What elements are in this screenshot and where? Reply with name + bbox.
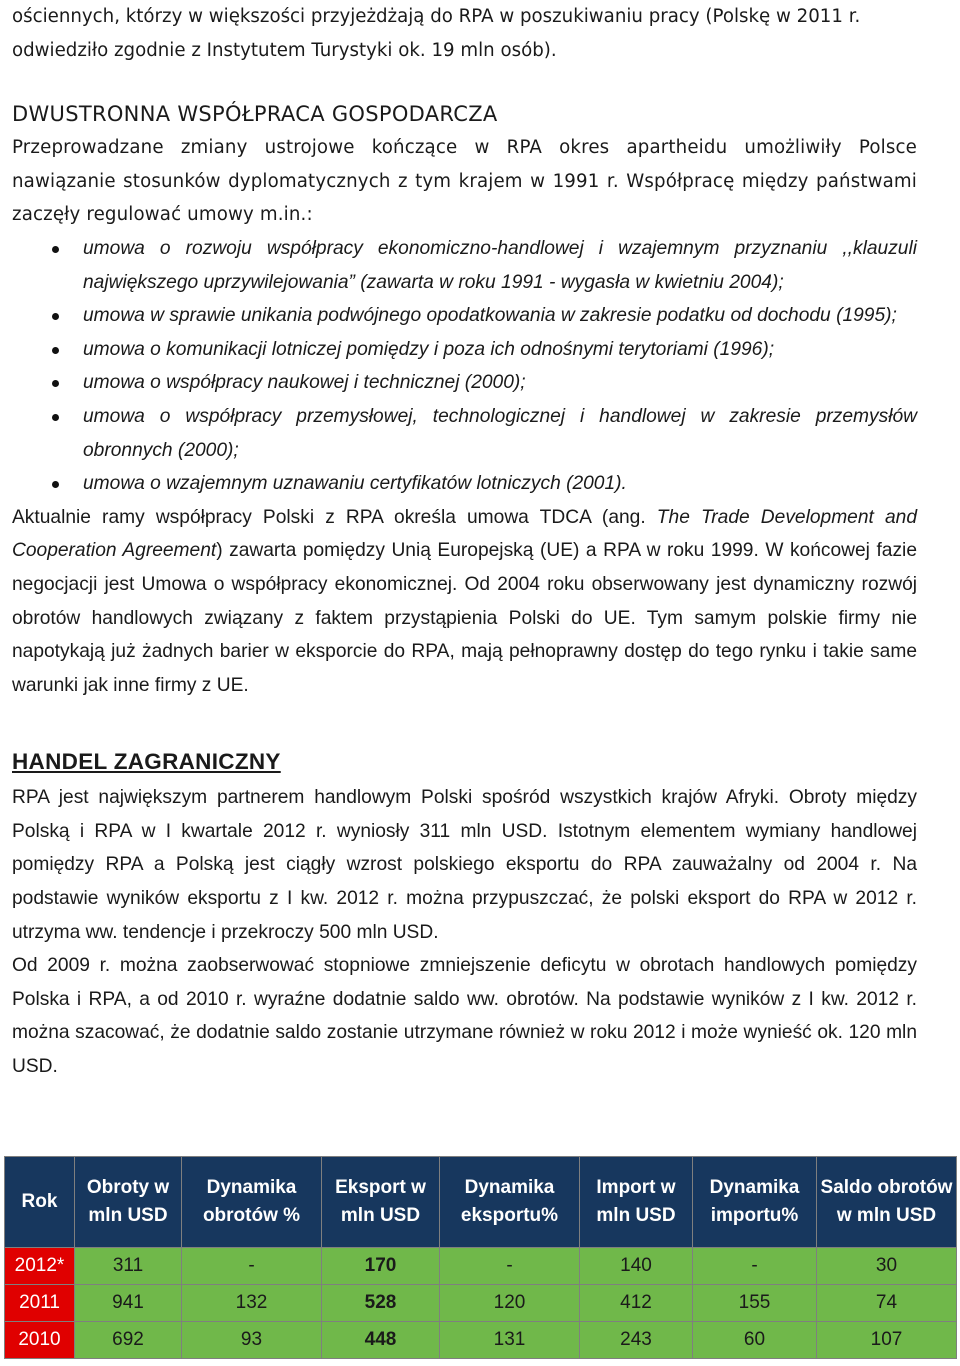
list-item: umowa w sprawie unikania podwójnego opodatkowania w zakresie podatku od dochodu (1995);	[12, 299, 917, 333]
section-heading-cooperation: DWUSTRONNA WSPÓŁPRACA GOSPODARCZA	[12, 102, 498, 127]
table-cell: 941	[75, 1285, 182, 1322]
agreements-list	[12, 232, 917, 501]
table-cell: 412	[580, 1285, 693, 1322]
table-cell: 170	[322, 1248, 440, 1285]
trade-paragraph-2: Od 2009 r. można zaobserwować stopniowe zmniejszenie deficytu w obrotach handlowych pomiędzy Polska i RPA, a od 2010 r. wyraźne dodatnie saldo ww. obrotów. Na podstawie wyników z I kw. 2012 r. można szacować, że dodatnie saldo zostanie utrzymane również w roku 2012 i może wynieść ok. 120 mln USD.	[12, 955, 917, 1078]
table-cell: 243	[580, 1322, 693, 1359]
year-cell: 2010	[5, 1322, 75, 1359]
framework-text-before: Aktualnie ramy współpracy Polski z RPA określa umowa TDCA (ang.	[12, 506, 657, 528]
table-cell: 120	[440, 1285, 580, 1322]
table-cell: 140	[580, 1248, 693, 1285]
table-cell: 155	[693, 1285, 817, 1322]
table-cell: -	[693, 1248, 817, 1285]
column-header: Dynamika obrotów %	[182, 1157, 322, 1248]
framework-text-after: ) zawarta pomiędzy Unią Europejską (UE) a RPA w roku 1999. W końcowej fazie negocjacji jest Umowa o współpracy ekonomicznej. Od 2004 roku obserwowany jest dynamiczny rozwój obrotów handlowych związany z faktem przystąpienia Polski do UE. Tym samym polskie firmy nie napotykają już żadnych barier w eksporcie do RPA, mają pełnoprawny dostęp do tego rynku i takie same warunki jak inne firmy z UE.	[12, 540, 917, 696]
document-page	[12, 0, 917, 1084]
column-header: Saldo obrotów w mln USD	[817, 1157, 957, 1248]
intro-line-2: odwiedziło zgodnie z Instytutem Turystyki ok. 19 mln osób).	[12, 39, 557, 61]
intro-line-1: ościennych, którzy w większości przyjeżdżają do RPA w poszukiwaniu pracy (Polskę w 2011 r.	[12, 6, 861, 27]
table-cell: 132	[182, 1285, 322, 1322]
framework-paragraph	[12, 501, 917, 703]
section-heading-trade: HANDEL ZAGRANICZNY	[12, 749, 281, 775]
column-header: Dynamika importu%	[693, 1157, 817, 1248]
framework-agreement-name: The Trade Development and Cooperation Agreement	[12, 506, 917, 562]
column-header: Rok	[5, 1157, 75, 1248]
table-cell: 93	[182, 1322, 322, 1359]
table-cell: 528	[322, 1285, 440, 1322]
table-cell: 107	[817, 1322, 957, 1359]
column-header: Import w mln USD	[580, 1157, 693, 1248]
trade-paragraph-1: RPA jest największym partnerem handlowym Polski spośród wszystkich krajów Afryki. Obroty między Polską i RPA w I kwartale 2012 r. wyniosły 311 mln USD. Istotnym elementem wymiany handlowej pomiędzy RPA a Polską jest ciągły wzrost polskiego eksportu do RPA zauważalny od 2004 r. Na podstawie wyników eksportu z I kw. 2012 r. można przypuszczać, że polski eksport do RPA w 2012 r. utrzyma ww. tendencje i przekroczy 500 mln USD.	[12, 787, 917, 943]
trade-table	[4, 1156, 957, 1359]
column-header: Dynamika eksportu%	[440, 1157, 580, 1248]
table-cell: -	[182, 1248, 322, 1285]
table-cell: 30	[817, 1248, 957, 1285]
table-cell: -	[440, 1248, 580, 1285]
list-item: umowa o współpracy naukowej i technicznej (2000);	[12, 366, 917, 400]
list-item: umowa o rozwoju współpracy ekonomiczno-handlowej i wzajemnym przyznaniu ,,klauzuli największego uprzywilejowania” (zawarta w roku 1991 - wygasła w kwietniu 2004);	[12, 232, 917, 299]
table-row	[5, 1322, 957, 1359]
list-item: umowa o współpracy przemysłowej, technologicznej i handlowej w zakresie przemysłów obronnych (2000);	[12, 400, 917, 467]
table-row	[5, 1248, 957, 1285]
cooperation-paragraph: Przeprowadzane zmiany ustrojowe kończące w RPA okres apartheidu umożliwiły Polsce nawiązanie stosunków dyplomatycznych z tym krajem w 1991 r. Współpracę między państwami zaczęły regulować umowy m.in.:	[12, 137, 917, 226]
column-header: Eksport w mln USD	[322, 1157, 440, 1248]
table-row	[5, 1285, 957, 1322]
table-cell: 692	[75, 1322, 182, 1359]
table-cell: 448	[322, 1322, 440, 1359]
table-cell: 74	[817, 1285, 957, 1322]
year-cell: 2011	[5, 1285, 75, 1322]
column-header: Obroty w mln USD	[75, 1157, 182, 1248]
list-item: umowa o wzajemnym uznawaniu certyfikatów lotniczych (2001).	[12, 467, 917, 501]
table-cell: 311	[75, 1248, 182, 1285]
table-cell: 131	[440, 1322, 580, 1359]
year-cell: 2012*	[5, 1248, 75, 1285]
list-item: umowa o komunikacji lotniczej pomiędzy i poza ich odnośnymi terytoriami (1996);	[12, 333, 917, 367]
table-cell: 60	[693, 1322, 817, 1359]
table-header-row	[5, 1157, 957, 1248]
